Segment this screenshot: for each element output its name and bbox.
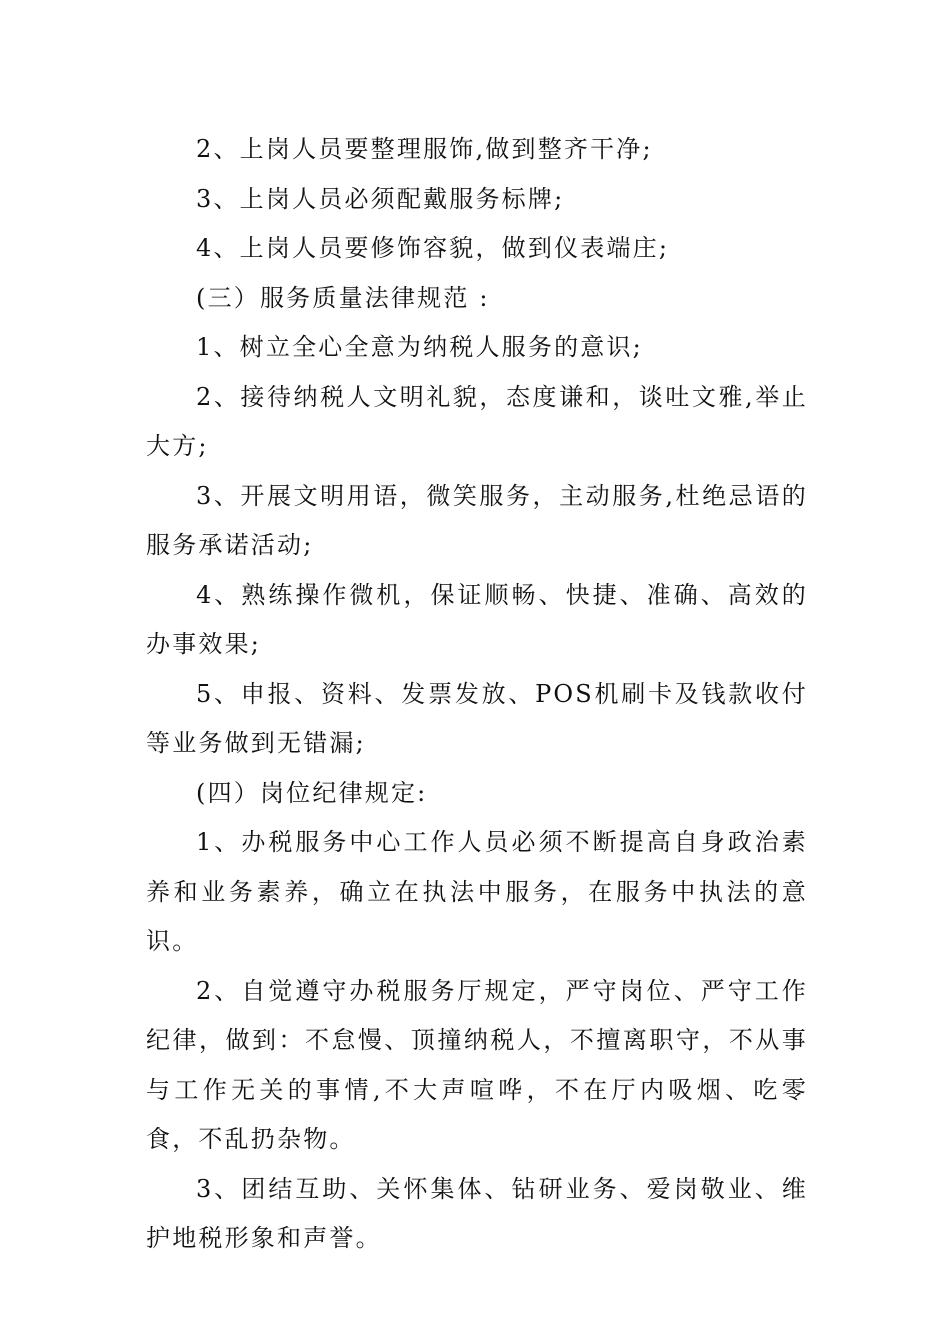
paragraph-item-2: 2、上岗人员要整理服饰,做到整齐干净; [196, 135, 653, 163]
section-heading-4: (四）岗位纪律规定: [196, 778, 428, 807]
document-body [146, 125, 808, 1264]
paragraph-item-3: 3、上岗人员必须配戴服务标牌; [196, 184, 565, 213]
paragraph-item-2: 2、接待纳税人文明礼貌，态度谦和，谈吐文雅,举止大方; [146, 382, 808, 460]
paragraph-item-5: 5、申报、资料、发票发放、POS机刷卡及钱款收付等业务做到无错漏; [146, 679, 808, 757]
paragraph-item-1: 1、树立全心全意为纳税人服务的意识; [196, 333, 643, 361]
paragraph-item-2: 2、自觉遵守办税服务厅规定，严守岗位、严守工作纪律，做到：不怠慢、顶撞纳税人，不擅离职守，不从事与工作无关的事情,不大声喧哗，不在厅内吸烟、吃零食，不乱扔杂物。 [146, 976, 808, 1153]
paragraph-item-3: 3、团结互助、关怀集体、钻研业务、爱岗敬业、维护地税形象和声誉。 [146, 1174, 808, 1252]
paragraph-item-3: 3、开展文明用语，微笑服务，主动服务,杜绝忌语的服务承诺活动; [146, 481, 808, 559]
paragraph-item-4: 4、上岗人员要修饰容貌，做到仪表端庄; [196, 234, 670, 262]
section-heading-3: (三）服务质量法律规范 : [196, 283, 490, 312]
paragraph-item-4: 4、熟练操作微机，保证顺畅、快捷、准确、高效的办事效果; [146, 580, 808, 658]
paragraph-item-1: 1、办税服务中心工作人员必须不断提高自身政治素养和业务素养，确立在执法中服务，在服务中执法的意识。 [146, 828, 808, 955]
